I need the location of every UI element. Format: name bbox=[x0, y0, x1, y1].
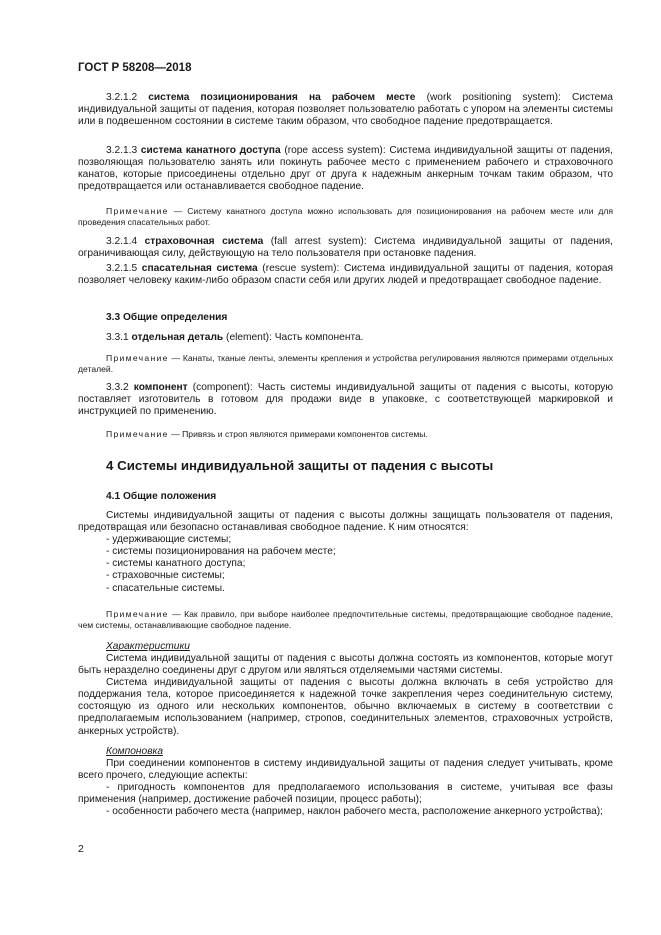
clause-3-2-1-4 bbox=[78, 236, 613, 260]
section-heading: 4 Системы индивидуальной защиты от падения с высоты bbox=[106, 458, 494, 473]
clause-term: отдельная деталь bbox=[131, 332, 224, 343]
clause-english-term: (rope access system): bbox=[284, 145, 386, 156]
subheading: Компоновка bbox=[106, 746, 163, 757]
note-text: Систему канатного доступа можно использовать для позиционирования на рабочем месте или для проведения спасательных работ. bbox=[78, 206, 614, 227]
clause-english-term: (element): bbox=[226, 332, 272, 343]
clause-number: 3.3.2 bbox=[106, 382, 129, 393]
note-label: Примечание bbox=[106, 353, 169, 363]
clause-term: спасательная система bbox=[141, 263, 258, 274]
standard-header: ГОСТ Р 58208—2018 bbox=[78, 62, 192, 74]
clause-english-term: (rescue system): bbox=[262, 263, 340, 274]
layout-block bbox=[78, 746, 613, 818]
page-number: 2 bbox=[78, 843, 84, 855]
note-text: Канаты, тканые ленты, элементы крепления и устройства регулирования являются примерами отдельных деталей. bbox=[78, 353, 614, 374]
clause-english-term: (component): bbox=[192, 382, 253, 393]
clause-3-3-1 bbox=[78, 332, 613, 344]
paragraph: - особенности рабочего места (например, наклон рабочего места, расположение анкерного устройства); bbox=[106, 806, 604, 818]
section-heading: 3.3 Общие определения bbox=[106, 312, 228, 323]
paragraph: Система индивидуальной защиты от падения с высоты должна включать в себя устройство для поддержания тела, которое присоединяется к надежной точке закрепления через соединительную систему, состоящую из одного или нескольких компонентов, обычно включаемых в систему в соответствии с предполагаемым использованием (например, стропов, соединительных элементов, страховочных устройств, анкерных устройств). bbox=[78, 677, 613, 737]
clause-3-2-1-5 bbox=[78, 263, 613, 287]
clause-3-3-2 bbox=[78, 382, 613, 418]
clause-definition: Часть системы индивидуальной защиты от падения с высоты, которую поставляет изготовитель в готовом для продажи виде в упаковке, с соответствующей маркировкой и инструкцией по применению. bbox=[78, 382, 613, 418]
note-2 bbox=[78, 353, 613, 375]
list-item: - спасательные системы. bbox=[106, 582, 225, 594]
clause-english-term: (fall arrest system): bbox=[270, 236, 367, 247]
clause-english-term: (work positioning system): bbox=[426, 92, 561, 103]
subheading: Характеристики bbox=[106, 641, 190, 652]
clause-3-2-1-3 bbox=[78, 145, 613, 193]
note-label: Примечание bbox=[106, 206, 169, 216]
note-text: Как правило, при выборе наиболее предпочтительные системы, предотвращающие свободное падение, чем системы, останавливающие свободное падение. bbox=[78, 609, 614, 630]
section-3-3-heading-wrap bbox=[78, 312, 613, 323]
clause-number: 3.2.1.3 bbox=[106, 145, 138, 156]
note-dash: — bbox=[173, 206, 183, 216]
paragraph: Системы индивидуальной защиты от падения с высоты должны защищать пользователя от падения, предотвращая или безопасно останавливая свободное падение. К ним относятся: bbox=[78, 510, 613, 534]
list-item: - системы позиционирования на рабочем месте; bbox=[106, 546, 336, 558]
paragraph: При соединении компонентов в систему индивидуальной защиты от падения следует учитывать, кроме всего прочего, следующие аспекты: bbox=[78, 758, 613, 782]
note-1 bbox=[78, 206, 613, 228]
note-dash: — bbox=[171, 429, 180, 439]
clause-number: 3.2.1.5 bbox=[106, 263, 138, 274]
clause-3-2-1-2 bbox=[78, 92, 613, 128]
characteristics-block bbox=[78, 641, 613, 738]
note-label: Примечание bbox=[106, 429, 169, 439]
note-label: Примечание bbox=[106, 609, 169, 619]
note-dash: — bbox=[172, 609, 181, 619]
clause-term: система канатного доступа bbox=[140, 145, 281, 156]
clause-term: компонент bbox=[133, 382, 188, 393]
note-3 bbox=[78, 429, 613, 440]
list-item: - страховочные системы; bbox=[106, 570, 225, 582]
clause-number: 3.2.1.2 bbox=[106, 92, 138, 103]
clause-definition: Система индивидуальной защиты от падения, которая позволяет пользователю работать с упором на элементы системы или в подвешенном состоянии в системе таким образом, что свободное падение предотвращается. bbox=[78, 92, 613, 128]
note-4 bbox=[78, 609, 613, 631]
note-text: Привязь и строп являются примерами компонентов системы. bbox=[182, 429, 428, 439]
list-item: - удерживающие системы; bbox=[106, 534, 232, 546]
clause-definition: Система индивидуальной защиты от падения, позволяющая пользователю занять или покинуть рабочее место с применением рабочего и страховочного канатов, которые присоединены отдельно друг от друга к надежным анкерным точкам таким образом, что предотвращается или останавливается свободное падение. bbox=[78, 145, 613, 193]
clause-definition: Система индивидуальной защиты от падения, которая позволяет человеку каким-либо образом спасти себя или других людей и предотвращает свободное падение. bbox=[78, 263, 613, 287]
paragraph: Система индивидуальной защиты от падения с высоты должна состоять из компонентов, которые могут быть неразделно соединены друг с другом или являться отделяемыми частями системы. bbox=[78, 653, 613, 677]
section-4-heading-wrap bbox=[78, 458, 613, 473]
section-heading: 4.1 Общие положения bbox=[106, 491, 217, 502]
clause-term: система позиционирования на рабочем месте bbox=[148, 92, 416, 103]
clause-definition: Часть компонента. bbox=[274, 332, 364, 343]
paragraph: - пригодность компонентов для предполагаемого использования в системе, учитывая все фазы применения (например, достижение рабочей позиции, процесс работы); bbox=[78, 782, 613, 806]
clause-definition: Система индивидуальной защиты от падения, ограничивающая силу, действующую на тело пользователя при остановке падения. bbox=[78, 236, 613, 260]
section-4-1-heading-wrap bbox=[78, 491, 613, 502]
clause-term: страховочная система bbox=[144, 236, 264, 247]
section-4-1-body bbox=[78, 510, 613, 595]
clause-number: 3.2.1.4 bbox=[106, 236, 138, 247]
note-dash: — bbox=[171, 353, 181, 363]
list-item: - системы канатного доступа; bbox=[106, 558, 246, 570]
clause-number: 3.3.1 bbox=[106, 332, 129, 343]
